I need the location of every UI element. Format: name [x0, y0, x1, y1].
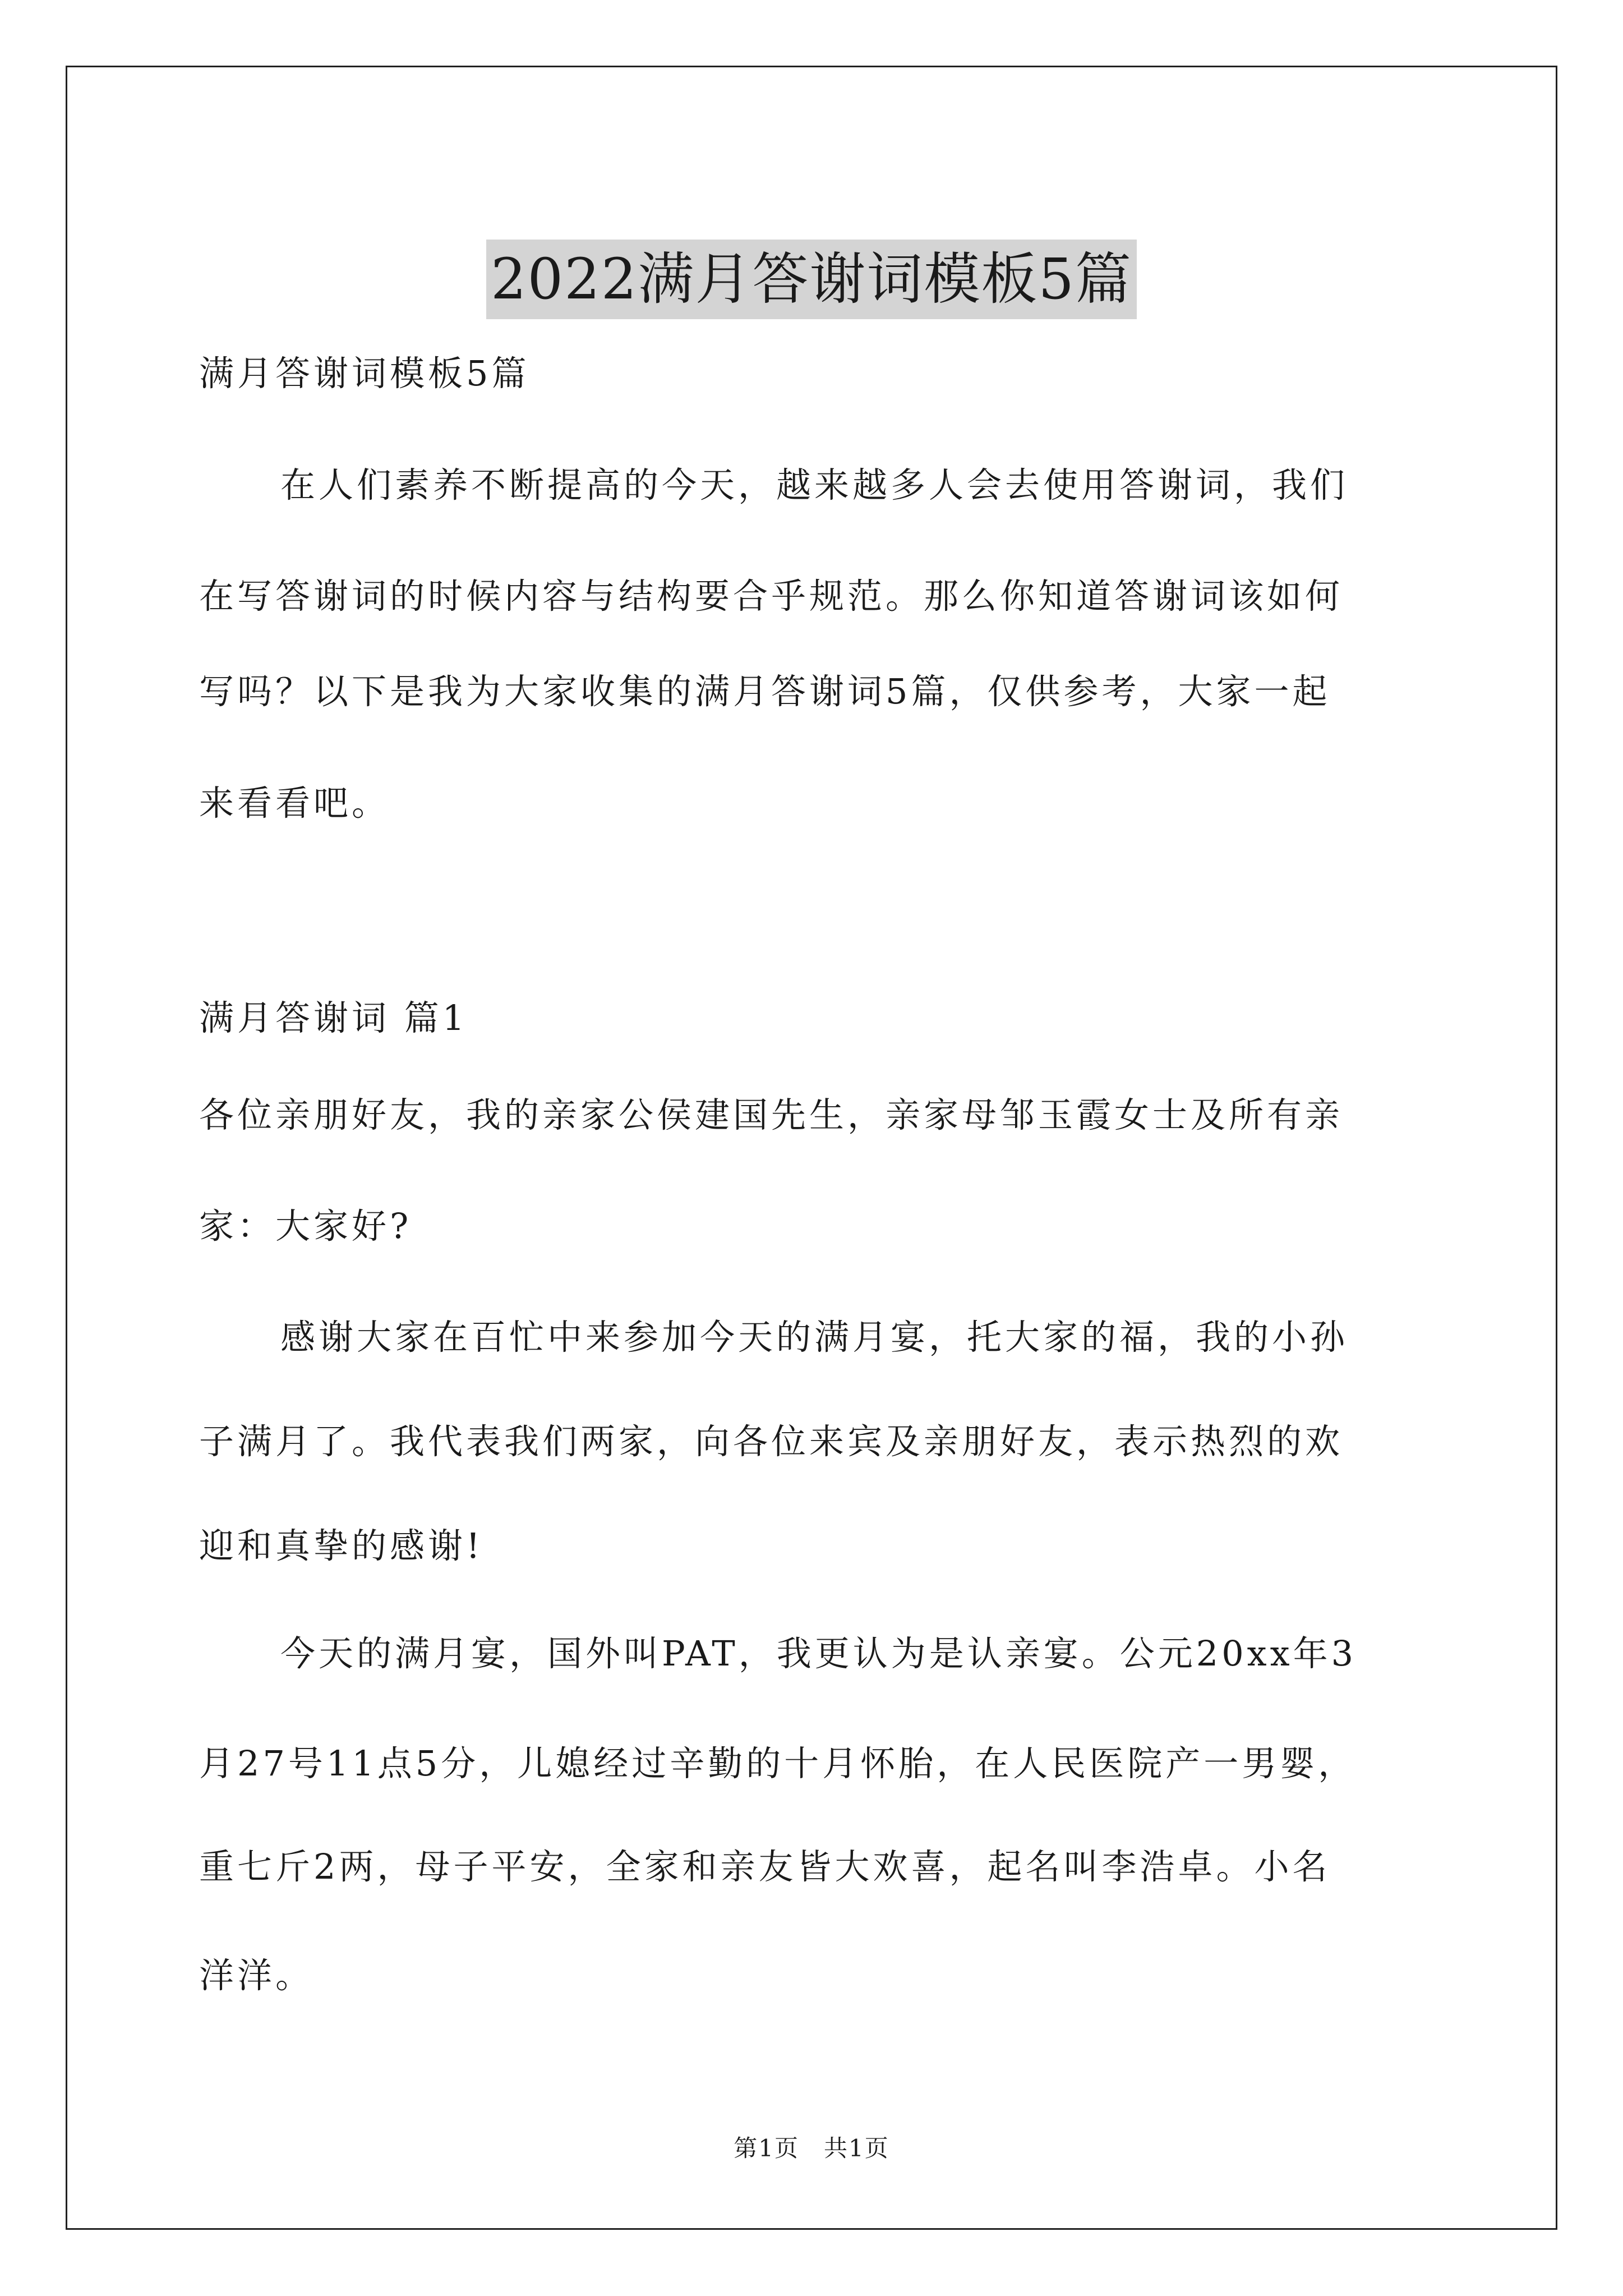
paragraph2-line-3: 迎和真挚的感谢! [199, 1525, 483, 1566]
section-heading: 满月答谢词 篇1 [199, 997, 468, 1038]
paragraph3-line-4: 洋洋。 [199, 1955, 314, 1996]
intro-line-4: 来看看吧。 [199, 783, 390, 823]
intro-line-2: 在写答谢词的时候内容与结构要合乎规范。那么你知道答谢词该如何 [199, 576, 1344, 616]
greeting-line-2: 家：大家好? [199, 1205, 412, 1246]
paragraph3-line-2: 月27号11点5分，儿媳经过辛勤的十月怀胎，在人民医院产一男婴， [199, 1743, 1357, 1784]
paragraph3-line-3: 重七斤2两，母子平安，全家和亲友皆大欢喜，起名叫李浩卓。小名 [199, 1846, 1331, 1887]
page-number-footer: 第1页 共1页 [734, 2134, 889, 2162]
intro-line-1: 在人们素养不断提高的今天，越来越多人会去使用答谢词，我们 [280, 464, 1349, 505]
document-title: 2022满月答谢词模板5篇 [486, 240, 1137, 319]
intro-line-3: 写吗？以下是我为大家收集的满月答谢词5篇，仅供参考，大家一起 [199, 671, 1331, 712]
title-container [0, 202, 1623, 357]
greeting-line-1: 各位亲朋好友，我的亲家公侯建国先生，亲家母邹玉霞女士及所有亲 [199, 1094, 1344, 1135]
paragraph2-line-1: 感谢大家在百忙中来参加今天的满月宴，托大家的福，我的小孙 [280, 1317, 1349, 1358]
paragraph3-line-1: 今天的满月宴，国外叫PAT，我更认为是认亲宴。公元20xx年3 [280, 1633, 1357, 1674]
paragraph2-line-2: 子满月了。我代表我们两家，向各位来宾及亲朋好友，表示热烈的欢 [199, 1421, 1344, 1462]
document-subtitle: 满月答谢词模板5篇 [199, 353, 530, 394]
